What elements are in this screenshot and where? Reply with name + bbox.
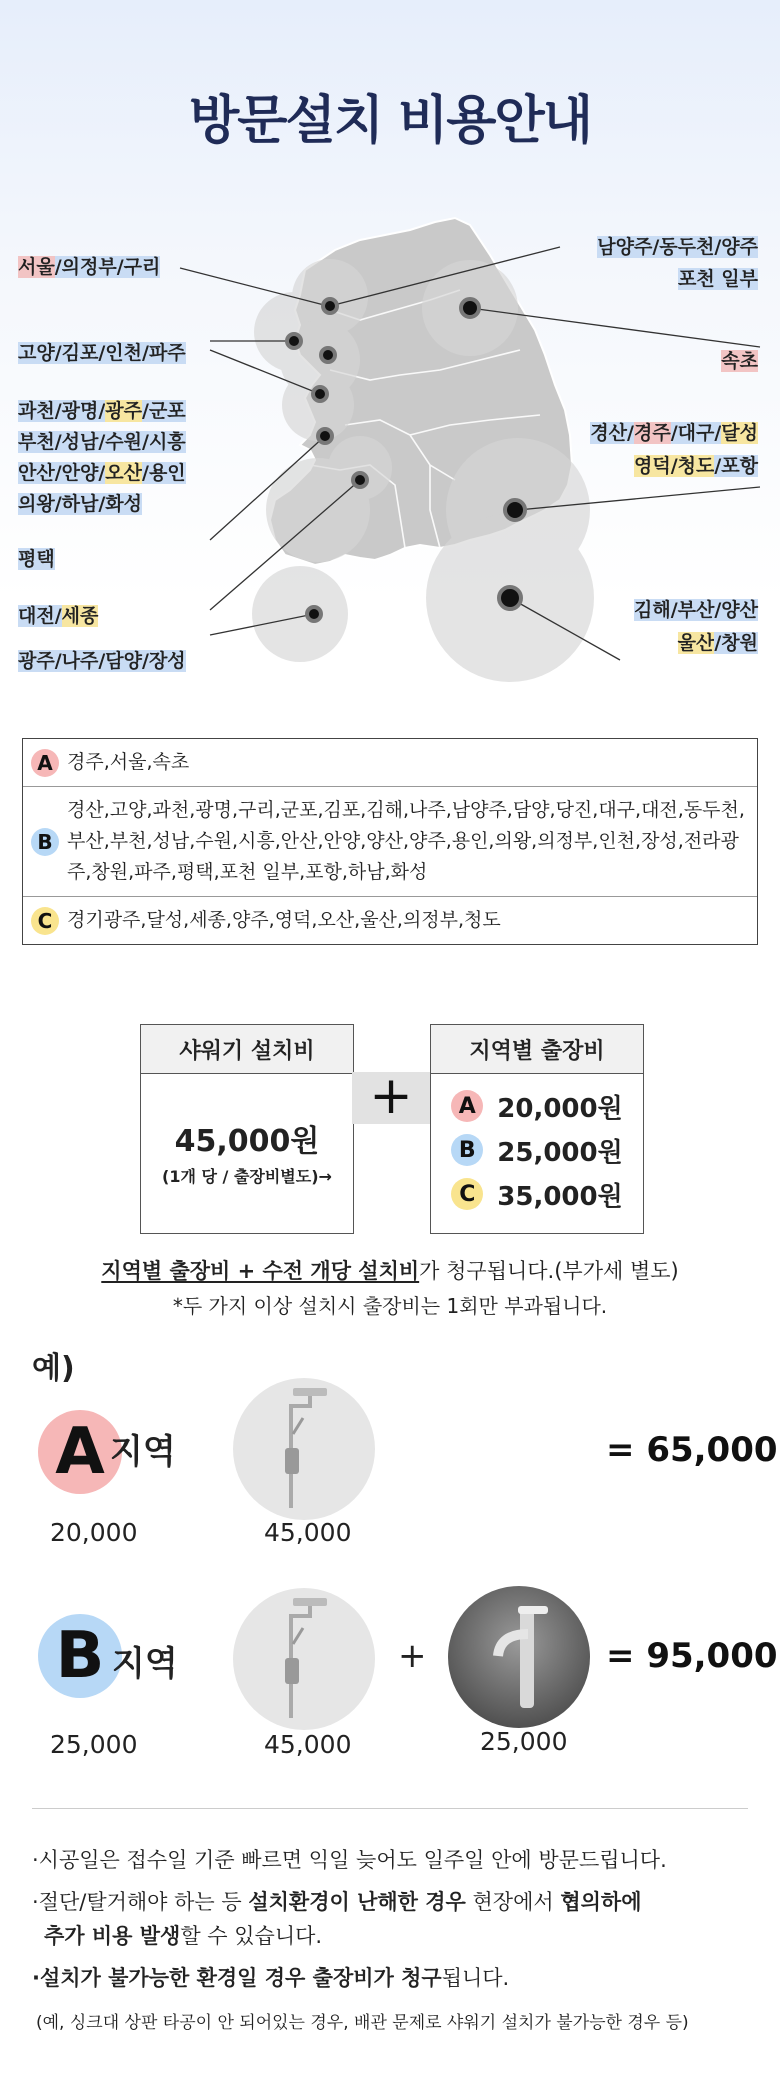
map-label-gimhae-2: 울산/창원 (677, 632, 758, 654)
bullet-example-note: (예, 싱크대 상판 타공이 안 되어있는 경우, 배관 문제로 샤워기 설치가 불가능한 경우 등) (36, 2013, 689, 2033)
trip-fee-header: 지역별 출장비 (431, 1025, 643, 1074)
example-b-word: 지역 (112, 1644, 178, 1684)
map-label-gwacheon-4: 의왕/하남/화성 (18, 493, 143, 515)
map-label-gwacheon-2: 부천/성남/수원/시흥 (18, 431, 186, 453)
example-a-shower-fee: 45,000 (264, 1518, 352, 1547)
page-title: 방문설치 비용안내 (189, 91, 591, 151)
pin-busan (499, 587, 521, 609)
pin-suwon (318, 429, 332, 443)
pin-pyeongtaek (353, 473, 367, 487)
pin-sokcho (461, 299, 479, 317)
region-row-c (23, 897, 757, 944)
bullet-no-install: ·설치가 불가능한 환경일 경우 출장비가 청구됩니다. (32, 1966, 510, 1990)
shower-icon (233, 1588, 375, 1730)
install-fee-price: 45,000원 (174, 1124, 320, 1159)
map-label-goyang: 고양/김포/인천/파주 (18, 342, 186, 364)
pin-daegu (505, 500, 525, 520)
pin-gwangju (307, 607, 321, 621)
map-label-gyeongsan-1: 경산/경주/대구/달성 (590, 422, 758, 444)
region-row-a (23, 739, 757, 787)
pin-seoul (321, 348, 335, 362)
map-label-namyangju-2: 포천 일부 (677, 268, 758, 290)
bullet-difficult-env: ·절단/탈거해야 하는 등 설치환경이 난해한 경우 현장에서 협의하에 (32, 1890, 642, 1914)
billing-notice: 지역별 출장비 + 수전 개당 설치비가 청구됩니다.(부가세 별도) (101, 1259, 679, 1283)
shower-image-a (233, 1378, 375, 1520)
example-a-trip-fee: 20,000 (50, 1518, 138, 1547)
billing-notice-2: *두 가지 이상 설치시 출장비는 1회만 부과됩니다. (172, 1294, 608, 1318)
trip-fee-a: A 20,000원 (431, 1084, 643, 1128)
example-b-shower-fee: 45,000 (264, 1730, 352, 1759)
example-a-word: 지역 (110, 1432, 176, 1472)
map-label-gwacheon-1: 과천/광명/광주/군포 (18, 400, 186, 422)
pin-goyang (287, 334, 301, 348)
install-fee-header: 샤워기 설치비 (141, 1025, 353, 1074)
shower-icon (233, 1378, 375, 1520)
example-b-trip-fee: 25,000 (50, 1730, 138, 1759)
region-list-b: 경산,고양,과천,광명,구리,군포,김포,김해,나주,남양주,담양,당진,대구,대전,동두천,부산,부천,성남,수원,시흥,안산,안양,양산,양주,용인,의왕,의정부,인천,장성,전라광주,창원,파주,평택,포천 일부,포항,하남,화성 (67, 799, 745, 883)
example-a-total: = 65,000 (606, 1430, 778, 1470)
grade-c-badge: C (31, 907, 59, 935)
map-label-gwacheon-3: 안산/안양/오산/용인 (18, 462, 186, 484)
region-row-b (23, 787, 757, 897)
map-label-daejeon: 대전/세종 (18, 605, 99, 627)
grade-b-badge: B (31, 828, 59, 856)
install-fee-note: (1개 당 / 출장비별도)→ (162, 1167, 332, 1186)
trip-fee-b: B 25,000원 (431, 1128, 643, 1172)
region-list-c: 경기광주,달성,세종,양주,영덕,오산,울산,의정부,청도 (67, 909, 501, 931)
pin-gwacheon (313, 387, 327, 401)
install-fee-box (140, 1024, 354, 1234)
region-table (22, 738, 758, 945)
map-label-pyeongtaek: 평택 (18, 548, 55, 570)
example-b-total: = 95,000 (606, 1636, 778, 1676)
divider (32, 1808, 748, 1809)
trip-fee-c: C 35,000원 (431, 1172, 643, 1216)
plus-sign: + (369, 1066, 413, 1126)
example-a-badge: A (38, 1410, 122, 1494)
map-label-gyeongsan-2: 영덕/청도/포항 (633, 455, 758, 477)
grade-a-badge: A (31, 749, 59, 777)
example-label: 예) (32, 1351, 75, 1386)
pin-namyangju (323, 299, 337, 313)
map-label-sokcho: 속초 (721, 350, 758, 372)
map-label-gwangju: 광주/나주/담양/장성 (18, 650, 186, 672)
map-label-namyangju-1: 남양주/동두천/양주 (597, 236, 758, 258)
bullet-schedule: ·시공일은 접수일 기준 빠르면 익일 늦어도 일주일 안에 방문드립니다. (32, 1848, 667, 1872)
example-b-faucet-fee: 25,000 (480, 1727, 568, 1756)
shower-image-b (233, 1588, 375, 1730)
map-label-gimhae-1: 김해/부산/양산 (633, 599, 758, 621)
faucet-image (448, 1586, 590, 1728)
faucet-icon (448, 1586, 590, 1728)
map-label-seoul: 서울/의정부/구리 (18, 256, 161, 278)
trip-fee-box (430, 1024, 644, 1234)
bullet-extra-cost: 추가 비용 발생할 수 있습니다. (44, 1924, 323, 1948)
example-b-plus: + (398, 1636, 427, 1676)
example-b-badge: B (38, 1614, 122, 1698)
region-list-a: 경주,서울,속초 (67, 751, 190, 773)
